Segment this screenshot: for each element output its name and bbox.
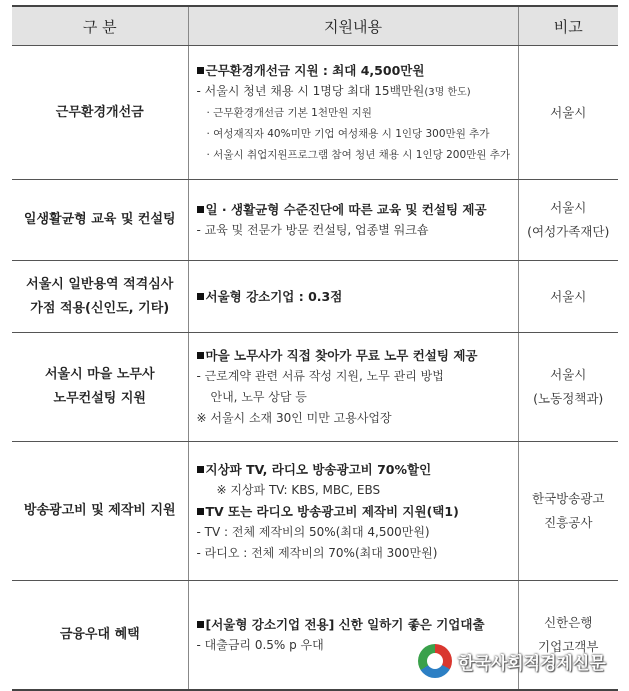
content-line-text: - 대출금리 0.5% p 우대: [196, 637, 324, 652]
header-content: 지원내용: [188, 6, 518, 46]
content-heading: [197, 459, 512, 480]
watermark-text: 한국사회적경제신문: [458, 653, 606, 674]
content-line-small: (3명 한도): [424, 86, 471, 98]
row-content: [188, 333, 518, 442]
content-heading: [197, 501, 512, 522]
note-line: 진흥공사: [544, 515, 593, 530]
content-indented-line: 안내, 노무 상담 등: [210, 390, 307, 404]
watermark: [418, 642, 606, 680]
content-line: [197, 522, 512, 543]
square-bullet-icon: [197, 293, 204, 300]
header-note: 비고: [518, 6, 618, 46]
row-content: [188, 261, 518, 333]
content-heading-text: 서울형 강소기업 : 0.3점: [205, 289, 343, 304]
content-line: [197, 366, 512, 387]
category-line: 가점 적용(신인도, 기타): [30, 300, 170, 316]
content-heading: [197, 60, 512, 81]
square-bullet-icon: [197, 508, 204, 515]
note-line: 신한은행: [544, 614, 593, 630]
content-line: [197, 543, 512, 564]
row-category: [12, 333, 188, 442]
table-row: [12, 46, 618, 180]
content-heading-text: 마을 노무사가 직접 찾아가 무료 노무 컨설팅 제공: [205, 348, 478, 363]
content-heading-text: 일 · 생활균형 수준진단에 따른 교육 및 컨설팅 제공: [205, 202, 487, 217]
row-note: [518, 46, 618, 180]
row-category: [12, 261, 188, 333]
note-line: 서울시: [550, 200, 587, 215]
row-note: [518, 333, 618, 442]
content-heading-text: 지상파 TV, 라디오 방송광고비 70%할인: [205, 461, 432, 477]
square-bullet-icon: [197, 352, 204, 359]
content-heading-text: [서울형 강소기업 전용] 신한 일하기 좋은 기업대출: [205, 616, 485, 632]
square-bullet-icon: [197, 206, 204, 213]
content-line: [197, 408, 512, 429]
content-subitem: · 여성재직자 40%미만 기업 여성채용 시 1인당 300만원 추가: [206, 127, 490, 140]
table-row: [12, 442, 618, 581]
category-line: 금융우대 혜택: [59, 626, 140, 642]
category-line: 일생활균형 교육 및 컨설팅: [23, 212, 176, 227]
content-line-text: ※ 서울시 소재 30인 미만 고용사업장: [196, 411, 392, 425]
row-category: [12, 180, 188, 261]
content-line: [197, 81, 512, 103]
row-category: [12, 46, 188, 180]
content-heading-text: TV 또는 라디오 방송광고비 제작비 지원(택1): [205, 503, 459, 519]
square-bullet-icon: [197, 67, 204, 74]
row-note: [518, 261, 618, 333]
row-content: [188, 180, 518, 261]
square-bullet-icon: [197, 466, 204, 473]
square-bullet-icon: [197, 621, 204, 628]
row-category: [12, 442, 188, 581]
content-heading: [197, 199, 512, 220]
content-line: [197, 220, 512, 241]
note-line: 한국방송광고: [532, 491, 605, 506]
content-heading: [197, 614, 512, 635]
row-category: [12, 581, 188, 690]
content-indented-line: ※ 지상파 TV: KBS, MBC, EBS: [216, 482, 381, 497]
row-note: [518, 180, 618, 261]
support-table: [12, 5, 618, 691]
table-row: [12, 333, 618, 442]
note-line: (여성가족재단): [527, 224, 610, 239]
content-line-text: - 서울시 청년 채용 시 1명당 최대 15백만원: [196, 83, 425, 98]
note-line: 기업고객부: [538, 638, 599, 654]
content-line-text: - 근로계약 관련 서류 작성 지원, 노무 관리 방법: [196, 369, 444, 383]
category-line: 근무환경개선금: [55, 104, 144, 120]
content-subitem: · 근무환경개선금 기본 1천만원 지원: [206, 106, 372, 119]
category-line: 방송광고비 및 제작비 지원: [23, 503, 176, 518]
table-row: [12, 261, 618, 333]
table-header-row: [12, 6, 618, 46]
row-note: [518, 442, 618, 581]
header-category: 구 분: [12, 6, 188, 46]
note-line: 서울시: [550, 104, 587, 120]
content-heading-text: 근무환경개선금 지원 : 최대 4,500만원: [205, 62, 425, 78]
note-line: 서울시: [550, 288, 587, 304]
newspaper-logo-icon: [418, 644, 452, 678]
content-line-text: - 교육 및 전문가 방문 컨설팅, 업종별 워크숍: [196, 223, 429, 237]
content-line-text: - 라디오 : 전체 제작비의 70%(최대 300만원): [196, 545, 438, 560]
row-content: [188, 442, 518, 581]
table-row: [12, 180, 618, 261]
content-heading: [197, 345, 512, 366]
content-subitem: · 서울시 취업지원프로그램 참여 청년 채용 시 1인당 200만원 추가: [206, 148, 511, 161]
note-line: 서울시: [550, 367, 587, 382]
row-content: [188, 46, 518, 180]
category-line: 서울시 일반용역 적격심사: [26, 276, 174, 292]
category-line: 서울시 마을 노무사: [44, 367, 155, 382]
note-line: (노동정책과): [533, 391, 604, 406]
content-heading: [197, 286, 512, 307]
content-line-text: - TV : 전체 제작비의 50%(최대 4,500만원): [196, 524, 430, 539]
category-line: 노무컨설팅 지원: [53, 391, 146, 406]
